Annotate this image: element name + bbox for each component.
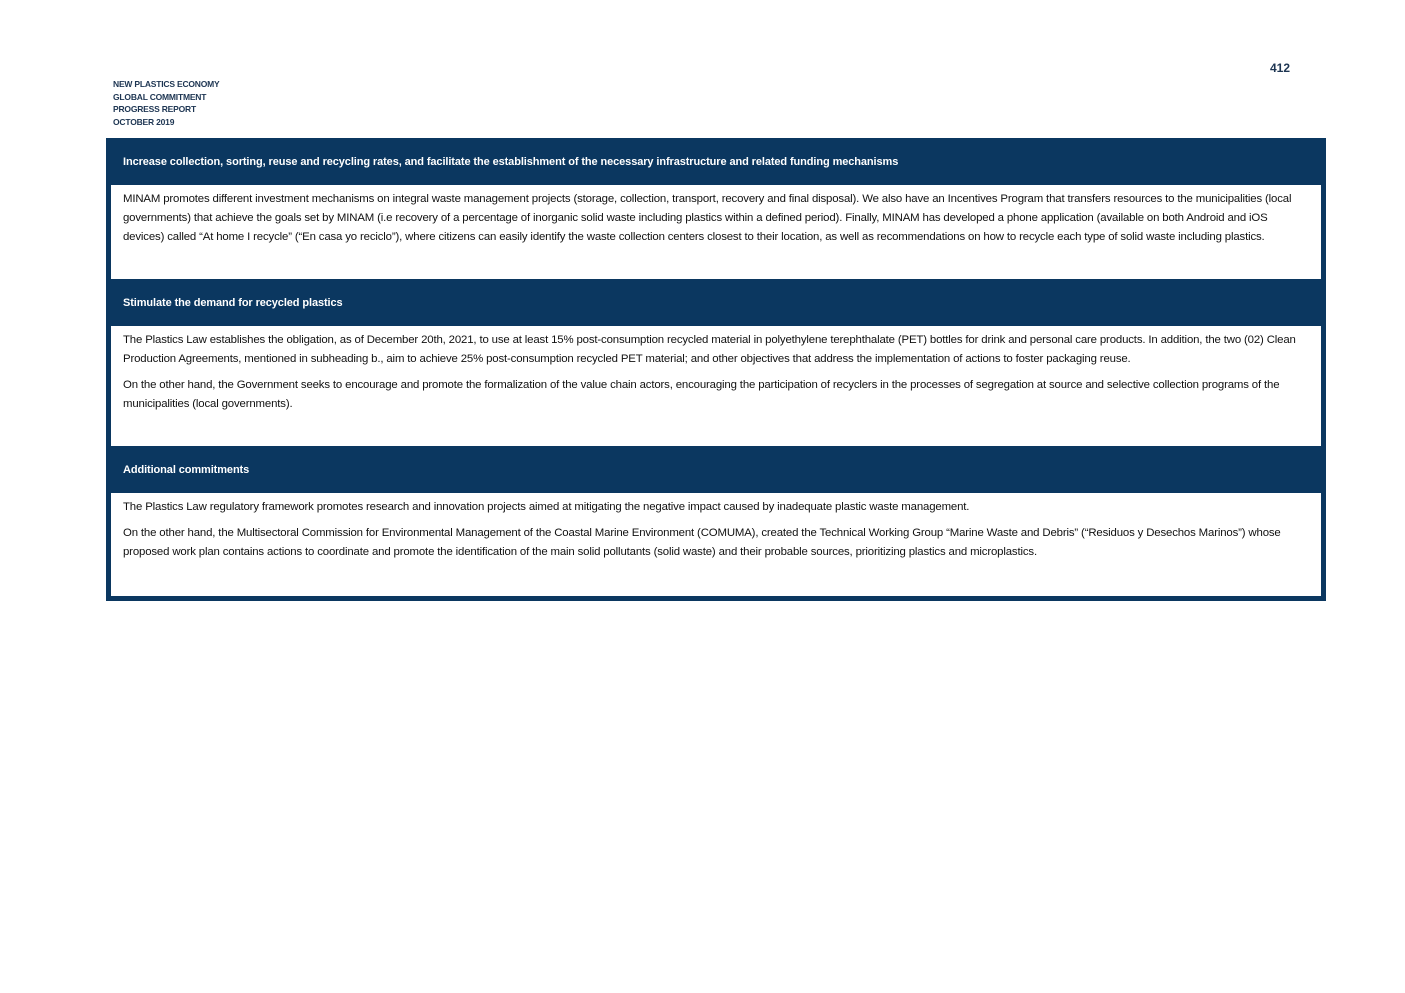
section-body-demand	[111, 326, 1321, 446]
section-paragraph: The Plastics Law establishes the obligation, as of December 20th, 2021, to use at least 15% post-consumption recycled material in polyethylene terephthalate (PET) bottles for drink and personal care products. In addition, the two (02) Clean Production Agreements, mentioned in subheading b., aim to achieve 25% post-consumption recycled PET material; and other objectives that address the implementation of actions to foster packaging reuse.	[123, 334, 1296, 365]
commitment-table	[106, 138, 1326, 601]
section-heading-additional: Additional commitments	[123, 463, 250, 476]
section-body-collection	[111, 185, 1321, 279]
report-header-line: GLOBAL COMMITMENT	[113, 91, 207, 102]
page-number: 412	[1269, 61, 1290, 75]
report-header-line: PROGRESS REPORT	[113, 104, 196, 114]
report-header	[113, 78, 220, 128]
section-heading-demand: Stimulate the demand for recycled plastics	[123, 296, 343, 309]
section-paragraph: On the other hand, the Multisectoral Commission for Environmental Management of the Coastal Marine Environment (COMUMA), created the Technical Working Group “Marine Waste and Debris” (“Residuos y Desechos Marinos”) whose proposed work plan contains actions to coordinate and promote the identification of the main solid pollutants (solid waste) and their probable sources, prioritizing plastics and microplastics.	[123, 527, 1281, 558]
report-header-line: NEW PLASTICS ECONOMY	[113, 79, 220, 89]
section-paragraph: On the other hand, the Government seeks to encourage and promote the formalization of the value chain actors, encouraging the participation of recyclers in the processes of segregation at source and selective collection programs of the municipalities (local governments).	[123, 379, 1280, 410]
report-header-line: OCTOBER 2019	[113, 116, 175, 127]
section-paragraph: The Plastics Law regulatory framework promotes research and innovation projects aimed at mitigating the negative impact caused by inadequate plastic waste management.	[123, 501, 970, 513]
section-paragraph: MINAM promotes different investment mechanisms on integral waste management projects (storage, collection, transport, recovery and final disposal). We also have an Incentives Program that transfers resources to the municipalities (local governments) that achieve the goals set by MINAM (i.e recovery of a percentage of inorganic solid waste including plastics within a defined period). Finally, MINAM has developed a phone application (available on both Android and iOS devices) called “At home I recycle” (“En casa yo reciclo”), where citizens can easily identify the waste collection centers closest to their location, as well as recommendations on how to recycle each type of solid waste including plastics.	[123, 193, 1292, 243]
section-heading-collection: Increase collection, sorting, reuse and recycling rates, and facilitate the establishment of the necessary infrastructure and related funding mechanisms	[123, 155, 899, 168]
section-body-additional	[111, 493, 1321, 596]
